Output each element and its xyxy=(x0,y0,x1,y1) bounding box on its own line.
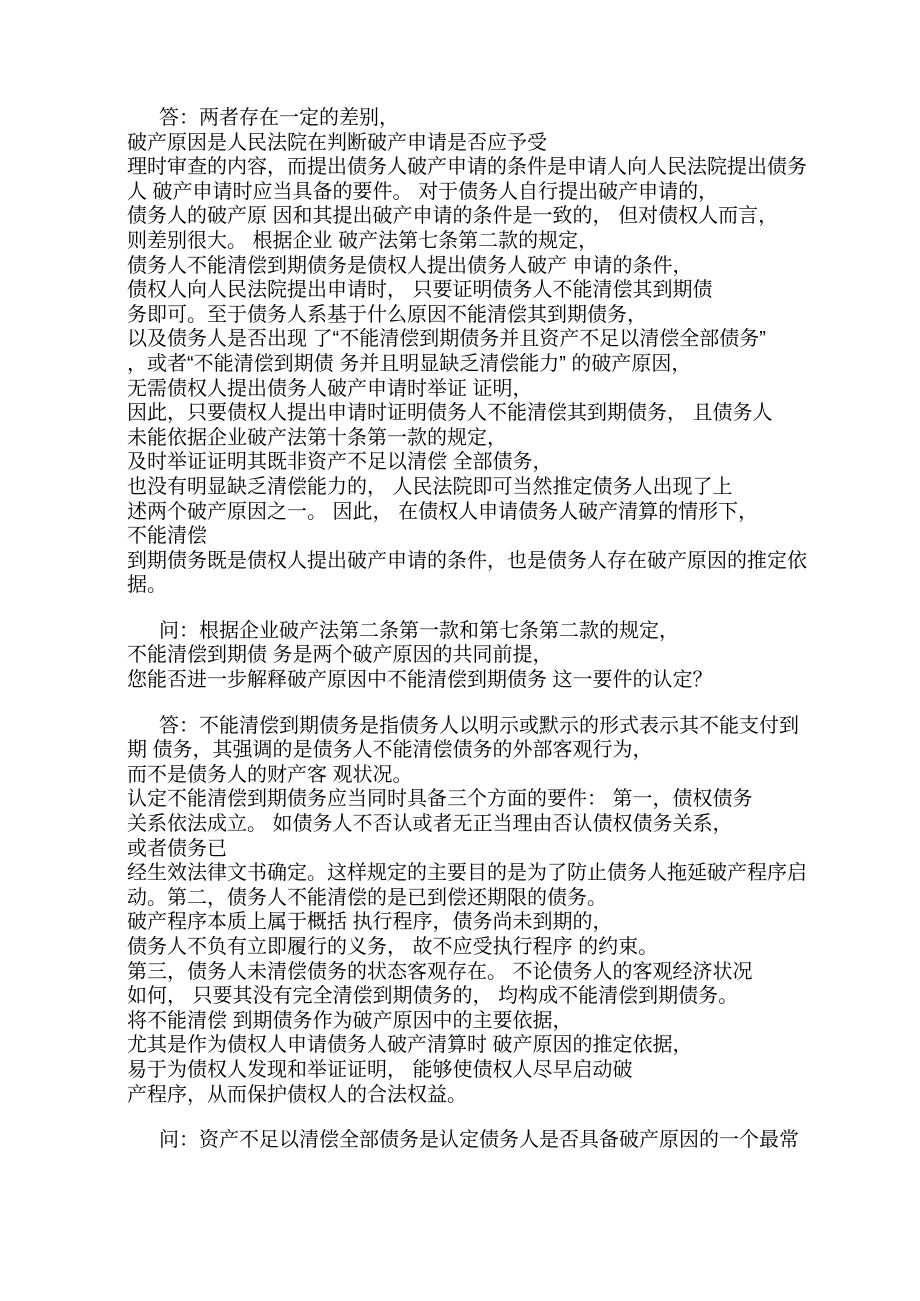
text-line: 期 债务，其强调的是债务人不能清偿债务的外部客观行为， xyxy=(127,739,653,762)
text-line: 认定不能清偿到期债务应当同时具备三个方面的要件： 第一，债权债务 xyxy=(127,788,753,811)
text-line: 第三，债务人未清偿债务的状态客观存在。 不论债务人的客观经济状况 xyxy=(127,960,753,983)
paragraph-answer xyxy=(127,714,827,1108)
text-line: 债务人不能清偿到期债务是债权人提出债务人破产 申请的条件， xyxy=(127,254,693,277)
text-line: 或者债务已 xyxy=(127,837,227,860)
text-line: 问：资产不足以清偿全部债务是认定债务人是否具备破产原因的一个最常 xyxy=(159,1129,799,1152)
text-line: 人 破产申请时应当具备的要件。 对于债务人自行提出破产申请的， xyxy=(127,180,719,203)
text-line: 动。第二，债务人不能清偿的是已到偿还期限的债务。 xyxy=(127,886,607,909)
text-line: 以及债务人是否出现 了“不能清偿到期债务并且资产不足以清偿全部债务” xyxy=(127,328,766,351)
text-line: 尤其是作为债权人申请债务人破产清算时 破产原因的推定依据， xyxy=(127,1034,693,1057)
text-line: 易于为债权人发现和举证证明， 能够使债权人尽早启动破 xyxy=(127,1058,633,1081)
text-line: 也没有明显缺乏清偿能力的， 人民法院即可当然推定债务人出现了上 xyxy=(127,475,733,498)
text-line: 破产原因是人民法院在判断破产申请是否应予受 xyxy=(127,131,547,154)
text-line: 问：根据企业破产法第二条第一款和第七条第二款的规定， xyxy=(159,619,679,642)
text-line: 关系依法成立。 如债务人不否认或者无正当理由否认债权债务关系， xyxy=(127,813,733,836)
text-line: 无需债权人提出债务人破产申请时举证 证明， xyxy=(127,377,533,400)
text-line: 不能清偿到期债 务是两个破产原因的共同前提， xyxy=(127,644,553,667)
text-line: 理时审查的内容，而提出债务人破产申请的条件是申请人向人民法院提出债务 xyxy=(127,156,807,179)
text-line: 将不能清偿 到期债务作为破产原因中的主要依据， xyxy=(127,1009,573,1032)
text-line: 因此，只要债权人提出申请时证明债务人不能清偿其到期债务， 且债务人 xyxy=(127,402,773,425)
text-line: 务即可。至于债务人系基于什么原因不能清偿其到期债务， xyxy=(127,303,647,326)
paragraph-question xyxy=(127,619,827,693)
text-line: 述两个破产原因之一。 因此， 在债权人申请债务人破产清算的情形下， xyxy=(127,500,759,523)
text-line: 破产程序本质上属于概括 执行程序，债务尚未到期的， xyxy=(127,911,613,934)
document-body xyxy=(127,106,827,1174)
text-line: 答：不能清偿到期债务是指债务人以明示或默示的形式表示其不能支付到 xyxy=(159,714,799,737)
text-line: 据。 xyxy=(127,574,167,597)
text-line: 则差别很大。 根据企业 破产法第七条第二款的规定， xyxy=(127,229,599,252)
text-line: 到期债务既是债权人提出破产申请的条件，也是债务人存在破产原因的推定依 xyxy=(127,549,807,572)
text-line: 而不是债务人的财产客 观状况。 xyxy=(127,763,413,786)
text-line: 债务人不负有立即履行的义务， 故不应受执行程序 的约束。 xyxy=(127,936,659,958)
text-line: 您能否进一步解释破产原因中不能清偿到期债务 这一要件的认定？ xyxy=(127,669,713,692)
text-line: 及时举证证明其既非资产不足以清偿 全部债务， xyxy=(127,451,553,474)
text-line: 如何， 只要其没有完全清偿到期债务的， 均构成不能清偿到期债务。 xyxy=(127,985,739,1008)
text-line: 经生效法律文书确定。这样规定的主要目的是为了防止债务人拖延破产程序启 xyxy=(127,862,807,885)
text-line: 产程序，从而保护债权人的合法权益。 xyxy=(127,1083,467,1106)
text-line: 不能清偿 xyxy=(127,525,207,548)
text-line: ，或者“不能清偿到期债 务并且明显缺乏清偿能力” 的破产原因， xyxy=(127,352,692,375)
paragraph-answer xyxy=(127,106,827,598)
paragraph-question xyxy=(127,1128,827,1153)
text-line: 债务人的破产原 因和其提出破产申请的条件是一致的， 但对债权人而言， xyxy=(127,205,779,228)
text-line: 债权人向人民法院提出申请时， 只要证明债务人不能清偿其到期债 xyxy=(127,279,713,302)
text-line: 答：两者存在一定的差别， xyxy=(159,107,399,129)
text-line: 未能依据企业破产法第十条第一款的规定， xyxy=(127,426,507,449)
